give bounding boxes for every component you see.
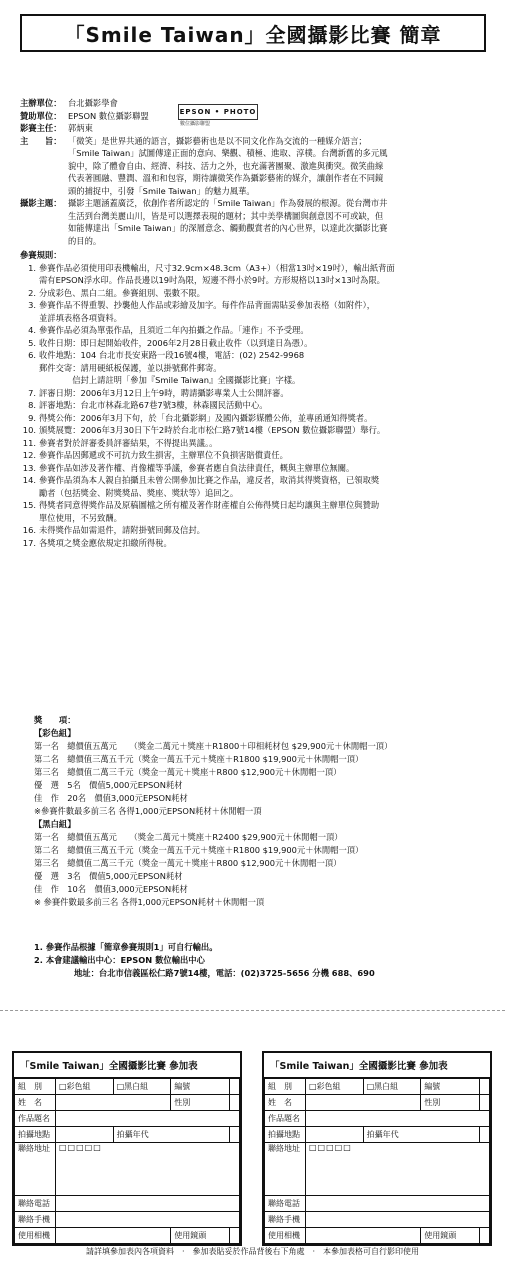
address-field[interactable]: □□□□□ bbox=[56, 1143, 240, 1196]
rule-text: 未得獎作品如需退件，請附掛號回郵及信封。 bbox=[39, 525, 205, 535]
rule-number bbox=[20, 362, 39, 375]
rule-text: 頒獎展覽：2006年3月30日下午2時於台北市松仁路7號14樓（EPSON 數位攝影聯盟）舉行。 bbox=[39, 425, 386, 435]
mobile-label: 聯絡手機 bbox=[15, 1212, 56, 1228]
rule-number: 11. bbox=[22, 437, 36, 448]
rule-item bbox=[20, 524, 490, 537]
year-field[interactable] bbox=[479, 1127, 489, 1143]
rule-number: 5. bbox=[28, 337, 36, 348]
rule-item bbox=[20, 349, 490, 362]
bw-prize-line: 第一名 總價值五萬元 （獎金二萬元＋獎座＋R2400 $29,900元＋休閒帽一頂） bbox=[34, 832, 343, 842]
rule-text: 信封上請註明「參加『Smile Taiwan』全國攝影比賽」字樣。 bbox=[39, 375, 301, 385]
prizes-heading: 獎 項： bbox=[34, 715, 76, 725]
group-label: 組 別 bbox=[15, 1079, 56, 1095]
rules-heading: 參賽規則： bbox=[20, 250, 62, 260]
rules-list bbox=[20, 262, 490, 550]
phone-label: 聯絡電話 bbox=[265, 1196, 306, 1212]
organizer-value: 台北攝影學會 bbox=[68, 98, 118, 108]
form-table bbox=[14, 1078, 240, 1244]
rule-text: 郵件交寄：請用硬紙板保護，並以掛號郵件郵寄。 bbox=[39, 362, 222, 373]
rule-item bbox=[20, 412, 490, 425]
rule-item bbox=[20, 487, 490, 500]
sponsor-value: EPSON 數位攝影聯盟 bbox=[68, 110, 149, 121]
rule-item bbox=[20, 437, 490, 450]
color-prize-line: ※參賽件數最多前三名 各得1,000元EPSON耗材＋休閒帽一頂 bbox=[34, 806, 262, 816]
work-title-field[interactable] bbox=[56, 1111, 240, 1127]
color-prize-line: 第三名 總價值二萬三千元（獎金一萬元＋獎座＋R800 $12,900元＋休閒帽一頂） bbox=[34, 767, 342, 777]
bw-checkbox[interactable]: □黑白組 bbox=[113, 1079, 171, 1095]
rule-text: 評審地點：台北市林森北路67巷7號3樓，林森國民活動中心。 bbox=[39, 400, 268, 410]
rule-text: 評審日期：2006年3月12日上午9時，聘請攝影專業人士公開評審。 bbox=[39, 387, 289, 398]
number-label: 編號 bbox=[421, 1079, 479, 1095]
rule-number: 3. bbox=[28, 300, 36, 310]
address-field[interactable]: □□□□□ bbox=[306, 1143, 490, 1196]
number-field[interactable] bbox=[229, 1079, 239, 1095]
year-field[interactable] bbox=[229, 1127, 239, 1143]
rule-number: 8. bbox=[28, 400, 36, 410]
rule-item bbox=[20, 462, 490, 475]
bw-prize-line: 優 選 3名 價值5,000元EPSON耗材 bbox=[34, 871, 183, 881]
place-field[interactable] bbox=[306, 1127, 364, 1143]
rule-number: 14. bbox=[22, 475, 36, 485]
purpose-row bbox=[20, 135, 490, 198]
phone-field[interactable] bbox=[56, 1196, 240, 1212]
rule-text: 參賽者對於評審委員評審結果，不得提出異議。。 bbox=[39, 437, 218, 448]
work-title-label: 作品題名 bbox=[15, 1111, 56, 1127]
color-checkbox[interactable]: □彩色組 bbox=[306, 1079, 364, 1095]
rule-number: 10. bbox=[22, 425, 36, 435]
rule-item bbox=[20, 399, 490, 412]
mobile-field[interactable] bbox=[306, 1212, 490, 1228]
rule-item bbox=[20, 362, 490, 375]
cut-line bbox=[0, 1010, 505, 1011]
rule-text: 參賽作品須為本人親自拍攝且未曾公開參加比賽之作品，違反者，取消其得獎資格，已領取獎 bbox=[39, 475, 380, 485]
rule-item bbox=[20, 512, 490, 525]
theme-line: 生活到台灣美麗山川，皆是可以選擇表現的題材；其中美學構圖與創意図不可或缺，但 bbox=[68, 210, 384, 221]
rule-number: 6. bbox=[28, 350, 36, 360]
form-title: 「Smile Taiwan」全國攝影比賽 參加表 bbox=[264, 1053, 490, 1078]
organizer-label: 主辦單位： bbox=[20, 98, 62, 108]
lens-label: 使用鏡頭 bbox=[171, 1228, 229, 1244]
place-label: 拍攝地點 bbox=[265, 1127, 306, 1143]
address-label: 聯絡地址 bbox=[265, 1143, 306, 1196]
rule-item bbox=[20, 274, 490, 287]
purpose-text bbox=[68, 135, 490, 198]
color-prize-line: 第二名 總價值三萬五千元（獎金一萬五千元＋獎座＋R1800 $19,900元＋休閒帽一頂） bbox=[34, 754, 364, 764]
year-label: 拍攝年代 bbox=[113, 1127, 229, 1143]
camera-label: 使用相機 bbox=[265, 1228, 306, 1244]
rule-item bbox=[20, 312, 490, 325]
sponsor-label: 贊助單位： bbox=[20, 110, 62, 121]
rule-number: 2. bbox=[28, 287, 36, 298]
number-field[interactable] bbox=[479, 1079, 489, 1095]
rule-number: 12. bbox=[22, 450, 36, 460]
rule-text: 收件地點：104 台北市長安東路一段16號4樓，電話：(02) 2542-9968 bbox=[39, 350, 305, 360]
name-label: 姓 名 bbox=[15, 1095, 56, 1111]
rule-item bbox=[20, 474, 490, 487]
mobile-field[interactable] bbox=[56, 1212, 240, 1228]
camera-label: 使用相機 bbox=[15, 1228, 56, 1244]
rule-text: 得獎者同意得獎作品及原稿圖檔之所有權及著作財產權自公佈得獎日起均讓與主辦單位與贊助 bbox=[39, 500, 380, 510]
rule-text: 參賽作品必須使用印表機輸出，尺寸32.9cm×48.3cm（A3+）（相當13吋×19吋），輸出紙背面 bbox=[39, 262, 395, 273]
theme-row bbox=[20, 197, 490, 247]
bw-prize-line: ※ 參賽件數最多前三名 各得1,000元EPSON耗材＋休閒帽一頂 bbox=[34, 897, 265, 907]
bw-prize-line: 第三名 總價值二萬三千元（獎金一萬元＋獎座＋R800 $12,900元＋休閒帽一頂） bbox=[34, 858, 342, 868]
rule-item bbox=[20, 324, 490, 337]
rule-number: 1. bbox=[28, 262, 36, 273]
name-field[interactable] bbox=[306, 1095, 421, 1111]
rule-item bbox=[20, 499, 490, 512]
rule-number: 16. bbox=[22, 525, 36, 535]
rule-number bbox=[20, 374, 39, 387]
bw-prize-line: 佳 作 10名 價值3,000元EPSON耗材 bbox=[34, 884, 188, 894]
color-prize-line: 佳 作 20名 價值3,000元EPSON耗材 bbox=[34, 793, 188, 803]
place-label: 拍攝地點 bbox=[15, 1127, 56, 1143]
address-label: 聯絡地址 bbox=[15, 1143, 56, 1196]
epson-logo bbox=[178, 104, 258, 128]
name-label: 姓 名 bbox=[265, 1095, 306, 1111]
rule-text: 得獎公佈：2006年3月下旬，於「台北攝影網」及國內攝影媒體公佈，並專函通知得獎者。 bbox=[39, 412, 373, 423]
purpose-label: 主 旨： bbox=[20, 135, 62, 146]
lens-field[interactable] bbox=[229, 1228, 239, 1244]
work-title-label: 作品題名 bbox=[265, 1111, 306, 1127]
rule-item bbox=[20, 424, 490, 437]
rule-text: 參賽作品因郵遞或不可抗力致生損害，主辦單位不負損害賠償責任。 bbox=[39, 450, 288, 460]
director-value: 郭炳東 bbox=[68, 123, 93, 133]
rule-number bbox=[20, 512, 39, 525]
gender-field[interactable] bbox=[479, 1095, 489, 1111]
rule-number: 15. bbox=[22, 500, 36, 510]
camera-field[interactable] bbox=[56, 1228, 171, 1244]
lens-field[interactable] bbox=[479, 1228, 489, 1244]
note-line: 1. 參賽作品根據「簡章參賽規則1」可自行輸出。 bbox=[34, 942, 218, 952]
rule-item bbox=[20, 537, 490, 550]
rule-number: 17. bbox=[22, 537, 36, 548]
page-title: 「Smile Taiwan」全國攝影比賽 簡章 bbox=[20, 14, 486, 52]
entry-form-left bbox=[12, 1051, 242, 1246]
rule-text: 各獎項之獎金應依規定扣繳所得稅。 bbox=[39, 537, 172, 548]
rule-text: 參賽作品必須為單張作品，且須近二年內拍攝之作品。「連作」不予受理。 bbox=[39, 325, 309, 335]
name-field[interactable] bbox=[56, 1095, 171, 1111]
color-group-heading: 【彩色組】 bbox=[34, 728, 76, 738]
purpose-line: 「微笑」是世界共通的語言，攝影藝術也是以不同文化作為交流的一種媒介語言； bbox=[68, 135, 367, 146]
gender-label: 性別 bbox=[171, 1095, 229, 1111]
rule-text: 並詳填表格各項資料。 bbox=[39, 312, 122, 323]
bw-checkbox[interactable]: □黑白組 bbox=[363, 1079, 421, 1095]
rule-number bbox=[20, 487, 39, 500]
rule-item bbox=[20, 387, 490, 400]
rule-text: 分成彩色、黑白二組。參賽組別、張數不限。 bbox=[39, 287, 205, 298]
rule-text: 單位使用，不另致酬。 bbox=[39, 512, 122, 523]
rule-text: 需有EPSON浮水印。作品長邊以19吋為限，短邊不得小於9吋。方形規格以13吋×13吋為限。 bbox=[39, 275, 385, 285]
gender-label: 性別 bbox=[421, 1095, 479, 1111]
theme-label: 攝影主題： bbox=[20, 198, 62, 208]
theme-text bbox=[68, 197, 490, 247]
bw-group-heading: 【黑白組】 bbox=[34, 819, 76, 829]
note-address: 地址：台北市信義區松仁路7號14樓，電話：(02)3725-5656 分機 688、690 bbox=[74, 968, 375, 978]
work-title-field[interactable] bbox=[306, 1111, 490, 1127]
prizes-section bbox=[34, 714, 474, 909]
rule-item bbox=[20, 287, 490, 300]
rule-text: 勵者（包括獎金、附獎獎品、獎座、獎狀等）追回之。 bbox=[39, 487, 239, 498]
purpose-line: 頭的捕捉中，引發「Smile Taiwan」的魅力風華。 bbox=[68, 185, 255, 196]
color-checkbox[interactable]: □彩色組 bbox=[56, 1079, 114, 1095]
color-prize-line: 第一名 總價值五萬元 （獎金二萬元＋獎座＋R1800＋印相耗材包 $29,900元＋休閒帽一頂） bbox=[34, 741, 393, 751]
purpose-line: 代表著圓融、豐潤、溫和和包容，期待讓微笑作為攝影藝術的媒介，讓創作者在不同鏡 bbox=[68, 173, 384, 183]
theme-line: 的目的。 bbox=[68, 235, 102, 246]
place-field[interactable] bbox=[56, 1127, 114, 1143]
form-table bbox=[264, 1078, 490, 1244]
footer-note: 請詳填參加表內各項資料 ‧ 參加表貼妥於作品背後右下角處 ‧ 本參加表格可自行影印使用 bbox=[85, 1247, 420, 1256]
rule-text: 收件日期：即日起開始收件，2006年2月28日截止收件（以到達日為憑）。 bbox=[39, 337, 313, 348]
epson-logo-text: EPSON • PHOTO bbox=[178, 104, 258, 120]
rule-item bbox=[20, 337, 490, 350]
lens-label: 使用鏡頭 bbox=[421, 1228, 479, 1244]
purpose-line: 貌中，除了體會自由、經濟、科技、活力之外，也充滿著團聚、激進與衝突。微笑曲線 bbox=[68, 160, 384, 171]
theme-line: 如能傳達出「Smile Taiwan」的深層意念、觸動觀賞者的內心世界，以達此次攝影比賽 bbox=[68, 223, 388, 233]
note-line: 2. 本會建議輸出中心：EPSON 數位輸出中心 bbox=[34, 955, 205, 965]
theme-line: 攝影主題涵蓋廣泛，依創作者所認定的「Smile Taiwan」作為發展的根源。從台灣市井 bbox=[68, 198, 388, 208]
color-prize-line: 優 選 5名 價值5,000元EPSON耗材 bbox=[34, 780, 183, 790]
rule-number: 13. bbox=[22, 462, 36, 473]
rule-item bbox=[20, 374, 490, 387]
number-label: 編號 bbox=[171, 1079, 229, 1095]
rule-number: 4. bbox=[28, 325, 36, 335]
rule-number bbox=[20, 274, 39, 287]
notes-section bbox=[34, 941, 484, 980]
phone-label: 聯絡電話 bbox=[15, 1196, 56, 1212]
bw-prize-line: 第二名 總價值三萬五千元（獎金一萬五千元＋獎座＋R1800 $19,900元＋休閒帽一頂） bbox=[34, 845, 364, 855]
director-label: 影賽主任： bbox=[20, 123, 62, 133]
year-label: 拍攝年代 bbox=[363, 1127, 479, 1143]
rule-text: 參賽作品不得重製、抄襲他人作品或彩繪及加字。每件作品背面需貼妥參加表格（如附件）， bbox=[39, 300, 376, 310]
group-label: 組 別 bbox=[265, 1079, 306, 1095]
form-title: 「Smile Taiwan」全國攝影比賽 參加表 bbox=[14, 1053, 240, 1078]
info-block bbox=[20, 97, 490, 549]
phone-field[interactable] bbox=[306, 1196, 490, 1212]
rule-number: 9. bbox=[28, 412, 36, 423]
rule-text: 參賽作品如涉及著作權、肖像權等爭議，參賽者應自負法律責任，概與主辦單位無關。 bbox=[39, 462, 355, 473]
gender-field[interactable] bbox=[229, 1095, 239, 1111]
purpose-line: 「Smile Taiwan」試圖傳達正面的意向、樂觀、積極、進取、淳樸。台灣新舊的多元風 bbox=[68, 148, 388, 158]
camera-field[interactable] bbox=[306, 1228, 421, 1244]
rule-number: 7. bbox=[28, 387, 36, 398]
rule-number bbox=[20, 312, 39, 325]
rule-item bbox=[20, 262, 490, 275]
rule-item bbox=[20, 299, 490, 312]
mobile-label: 聯絡手機 bbox=[265, 1212, 306, 1228]
entry-form-right bbox=[262, 1051, 492, 1246]
epson-logo-subtext: 數位攝影聯盟 bbox=[180, 121, 211, 127]
rule-item bbox=[20, 449, 490, 462]
